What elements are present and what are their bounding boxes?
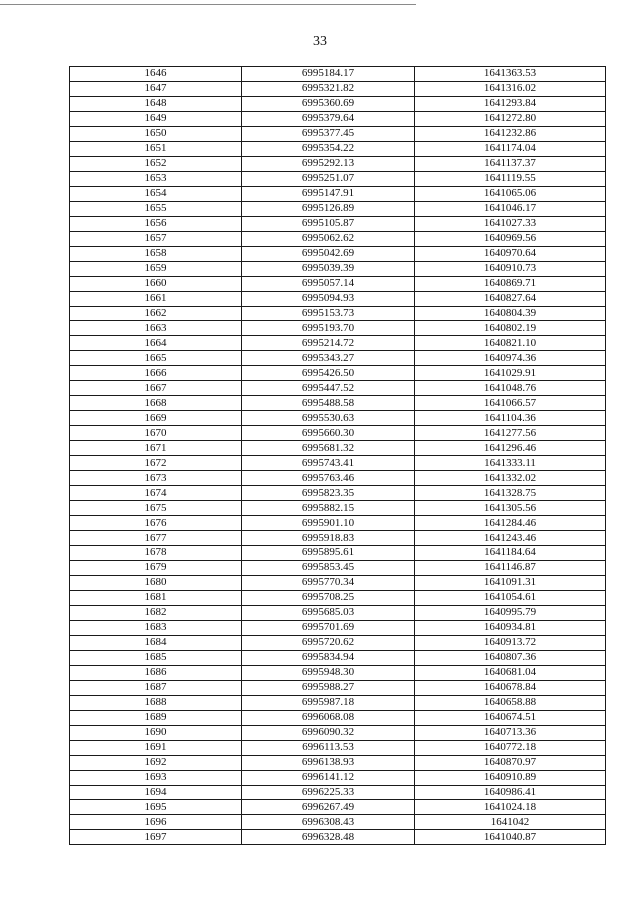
y-coordinate-cell: 1641184.64 <box>415 546 606 561</box>
y-coordinate-cell: 1640910.73 <box>415 261 606 276</box>
y-coordinate-cell: 1640802.19 <box>415 321 606 336</box>
top-rule <box>0 4 416 5</box>
point-number-cell: 1671 <box>70 441 242 456</box>
point-number-cell: 1656 <box>70 216 242 231</box>
point-number-cell: 1649 <box>70 111 242 126</box>
x-coordinate-cell: 6995042.69 <box>242 246 415 261</box>
x-coordinate-cell: 6995660.30 <box>242 426 415 441</box>
y-coordinate-cell: 1641119.55 <box>415 171 606 186</box>
x-coordinate-cell: 6996328.48 <box>242 830 415 845</box>
y-coordinate-cell: 1641146.87 <box>415 560 606 575</box>
y-coordinate-cell: 1640986.41 <box>415 785 606 800</box>
table-row <box>70 755 606 770</box>
point-number-cell: 1670 <box>70 426 242 441</box>
y-coordinate-cell: 1640827.64 <box>415 291 606 306</box>
x-coordinate-cell: 6995057.14 <box>242 276 415 291</box>
table-row <box>70 81 606 96</box>
table-row <box>70 201 606 216</box>
table-row <box>70 351 606 366</box>
table-row <box>70 620 606 635</box>
point-number-cell: 1673 <box>70 471 242 486</box>
point-number-cell: 1692 <box>70 755 242 770</box>
table-row <box>70 516 606 531</box>
table-row <box>70 605 606 620</box>
table-row <box>70 171 606 186</box>
point-number-cell: 1664 <box>70 336 242 351</box>
x-coordinate-cell: 6995853.45 <box>242 560 415 575</box>
x-coordinate-cell: 6995823.35 <box>242 486 415 501</box>
table-row <box>70 126 606 141</box>
table-row <box>70 785 606 800</box>
x-coordinate-cell: 6995488.58 <box>242 396 415 411</box>
point-number-cell: 1675 <box>70 501 242 516</box>
y-coordinate-cell: 1641363.53 <box>415 67 606 82</box>
point-number-cell: 1687 <box>70 680 242 695</box>
y-coordinate-cell: 1641272.80 <box>415 111 606 126</box>
table-row <box>70 770 606 785</box>
x-coordinate-cell: 6996138.93 <box>242 755 415 770</box>
table-row <box>70 695 606 710</box>
point-number-cell: 1661 <box>70 291 242 306</box>
table-row <box>70 186 606 201</box>
point-number-cell: 1662 <box>70 306 242 321</box>
point-number-cell: 1694 <box>70 785 242 800</box>
point-number-cell: 1683 <box>70 620 242 635</box>
y-coordinate-cell: 1641328.75 <box>415 486 606 501</box>
table-row <box>70 531 606 546</box>
y-coordinate-cell: 1640772.18 <box>415 740 606 755</box>
table-row <box>70 650 606 665</box>
table-row <box>70 291 606 306</box>
y-coordinate-cell: 1641284.46 <box>415 516 606 531</box>
x-coordinate-cell: 6995184.17 <box>242 67 415 82</box>
table-row <box>70 156 606 171</box>
x-coordinate-cell: 6995147.91 <box>242 186 415 201</box>
y-coordinate-cell: 1641305.56 <box>415 501 606 516</box>
y-coordinate-cell: 1641296.46 <box>415 441 606 456</box>
x-coordinate-cell: 6995720.62 <box>242 635 415 650</box>
table-row <box>70 740 606 755</box>
point-number-cell: 1682 <box>70 605 242 620</box>
y-coordinate-cell: 1640870.97 <box>415 755 606 770</box>
y-coordinate-cell: 1641332.02 <box>415 471 606 486</box>
point-number-cell: 1680 <box>70 575 242 590</box>
x-coordinate-cell: 6996090.32 <box>242 725 415 740</box>
y-coordinate-cell: 1640807.36 <box>415 650 606 665</box>
x-coordinate-cell: 6995743.41 <box>242 456 415 471</box>
y-coordinate-cell: 1641066.57 <box>415 396 606 411</box>
table-row <box>70 231 606 246</box>
table-row <box>70 590 606 605</box>
table-row <box>70 710 606 725</box>
table-row <box>70 800 606 815</box>
table-row <box>70 815 606 830</box>
y-coordinate-cell: 1640913.72 <box>415 635 606 650</box>
point-number-cell: 1657 <box>70 231 242 246</box>
y-coordinate-cell: 1641333.11 <box>415 456 606 471</box>
y-coordinate-cell: 1640869.71 <box>415 276 606 291</box>
table-row <box>70 306 606 321</box>
y-coordinate-cell: 1641277.56 <box>415 426 606 441</box>
y-coordinate-cell: 1640821.10 <box>415 336 606 351</box>
x-coordinate-cell: 6995193.70 <box>242 321 415 336</box>
table-row <box>70 441 606 456</box>
point-number-cell: 1693 <box>70 770 242 785</box>
x-coordinate-cell: 6995062.62 <box>242 231 415 246</box>
x-coordinate-cell: 6995214.72 <box>242 336 415 351</box>
table-row <box>70 471 606 486</box>
y-coordinate-cell: 1641046.17 <box>415 201 606 216</box>
x-coordinate-cell: 6995105.87 <box>242 216 415 231</box>
point-number-cell: 1677 <box>70 531 242 546</box>
point-number-cell: 1686 <box>70 665 242 680</box>
point-number-cell: 1663 <box>70 321 242 336</box>
table-row <box>70 321 606 336</box>
y-coordinate-cell: 1640674.51 <box>415 710 606 725</box>
table-row <box>70 830 606 845</box>
x-coordinate-cell: 6995126.89 <box>242 201 415 216</box>
x-coordinate-cell: 6995360.69 <box>242 96 415 111</box>
point-number-cell: 1669 <box>70 411 242 426</box>
y-coordinate-cell: 1640995.79 <box>415 605 606 620</box>
x-coordinate-cell: 6995292.13 <box>242 156 415 171</box>
y-coordinate-cell: 1640970.64 <box>415 246 606 261</box>
coordinates-table <box>69 66 606 845</box>
y-coordinate-cell: 1640969.56 <box>415 231 606 246</box>
point-number-cell: 1658 <box>70 246 242 261</box>
point-number-cell: 1668 <box>70 396 242 411</box>
point-number-cell: 1651 <box>70 141 242 156</box>
x-coordinate-cell: 6996113.53 <box>242 740 415 755</box>
table-row <box>70 725 606 740</box>
table-row <box>70 96 606 111</box>
y-coordinate-cell: 1641104.36 <box>415 411 606 426</box>
table-row <box>70 261 606 276</box>
point-number-cell: 1672 <box>70 456 242 471</box>
y-coordinate-cell: 1640804.39 <box>415 306 606 321</box>
y-coordinate-cell: 1640934.81 <box>415 620 606 635</box>
x-coordinate-cell: 6995918.83 <box>242 531 415 546</box>
y-coordinate-cell: 1641316.02 <box>415 81 606 96</box>
table-row <box>70 635 606 650</box>
x-coordinate-cell: 6995685.03 <box>242 605 415 620</box>
point-number-cell: 1679 <box>70 560 242 575</box>
point-number-cell: 1676 <box>70 516 242 531</box>
x-coordinate-cell: 6996308.43 <box>242 815 415 830</box>
point-number-cell: 1688 <box>70 695 242 710</box>
point-number-cell: 1646 <box>70 67 242 82</box>
table-row <box>70 501 606 516</box>
x-coordinate-cell: 6995901.10 <box>242 516 415 531</box>
table-row <box>70 546 606 561</box>
x-coordinate-cell: 6995377.45 <box>242 126 415 141</box>
point-number-cell: 1654 <box>70 186 242 201</box>
point-number-cell: 1697 <box>70 830 242 845</box>
point-number-cell: 1674 <box>70 486 242 501</box>
y-coordinate-cell: 1641091.31 <box>415 575 606 590</box>
y-coordinate-cell: 1641065.06 <box>415 186 606 201</box>
y-coordinate-cell: 1641029.91 <box>415 366 606 381</box>
x-coordinate-cell: 6995834.94 <box>242 650 415 665</box>
x-coordinate-cell: 6995153.73 <box>242 306 415 321</box>
table-row <box>70 216 606 231</box>
x-coordinate-cell: 6995251.07 <box>242 171 415 186</box>
y-coordinate-cell: 1641024.18 <box>415 800 606 815</box>
y-coordinate-cell: 1641137.37 <box>415 156 606 171</box>
y-coordinate-cell: 1641040.87 <box>415 830 606 845</box>
x-coordinate-cell: 6995948.30 <box>242 665 415 680</box>
point-number-cell: 1695 <box>70 800 242 815</box>
table-row <box>70 366 606 381</box>
coordinates-table-body <box>70 67 606 845</box>
point-number-cell: 1667 <box>70 381 242 396</box>
y-coordinate-cell: 1640678.84 <box>415 680 606 695</box>
table-row <box>70 67 606 82</box>
x-coordinate-cell: 6995681.32 <box>242 441 415 456</box>
x-coordinate-cell: 6995895.61 <box>242 546 415 561</box>
x-coordinate-cell: 6995447.52 <box>242 381 415 396</box>
point-number-cell: 1665 <box>70 351 242 366</box>
point-number-cell: 1681 <box>70 590 242 605</box>
point-number-cell: 1659 <box>70 261 242 276</box>
point-number-cell: 1647 <box>70 81 242 96</box>
x-coordinate-cell: 6995708.25 <box>242 590 415 605</box>
point-number-cell: 1652 <box>70 156 242 171</box>
table-row <box>70 246 606 261</box>
table-row <box>70 111 606 126</box>
table-row <box>70 426 606 441</box>
table-row <box>70 411 606 426</box>
x-coordinate-cell: 6995763.46 <box>242 471 415 486</box>
table-row <box>70 336 606 351</box>
x-coordinate-cell: 6995530.63 <box>242 411 415 426</box>
y-coordinate-cell: 1641243.46 <box>415 531 606 546</box>
table-row <box>70 141 606 156</box>
y-coordinate-cell: 1640910.89 <box>415 770 606 785</box>
point-number-cell: 1660 <box>70 276 242 291</box>
y-coordinate-cell: 1640658.88 <box>415 695 606 710</box>
table-row <box>70 560 606 575</box>
x-coordinate-cell: 6995321.82 <box>242 81 415 96</box>
y-coordinate-cell: 1641293.84 <box>415 96 606 111</box>
point-number-cell: 1689 <box>70 710 242 725</box>
point-number-cell: 1696 <box>70 815 242 830</box>
point-number-cell: 1691 <box>70 740 242 755</box>
point-number-cell: 1648 <box>70 96 242 111</box>
x-coordinate-cell: 6995354.22 <box>242 141 415 156</box>
table-row <box>70 276 606 291</box>
y-coordinate-cell: 1641027.33 <box>415 216 606 231</box>
page-number: 33 <box>313 34 327 49</box>
x-coordinate-cell: 6995343.27 <box>242 351 415 366</box>
x-coordinate-cell: 6995426.50 <box>242 366 415 381</box>
table-row <box>70 575 606 590</box>
x-coordinate-cell: 6995882.15 <box>242 501 415 516</box>
table-row <box>70 665 606 680</box>
y-coordinate-cell: 1641232.86 <box>415 126 606 141</box>
point-number-cell: 1685 <box>70 650 242 665</box>
y-coordinate-cell: 1641048.76 <box>415 381 606 396</box>
point-number-cell: 1666 <box>70 366 242 381</box>
point-number-cell: 1690 <box>70 725 242 740</box>
point-number-cell: 1650 <box>70 126 242 141</box>
table-row <box>70 456 606 471</box>
point-number-cell: 1655 <box>70 201 242 216</box>
x-coordinate-cell: 6996141.12 <box>242 770 415 785</box>
y-coordinate-cell: 1641174.04 <box>415 141 606 156</box>
y-coordinate-cell: 1640713.36 <box>415 725 606 740</box>
y-coordinate-cell: 1640681.04 <box>415 665 606 680</box>
y-coordinate-cell: 1641042 <box>415 815 606 830</box>
x-coordinate-cell: 6996225.33 <box>242 785 415 800</box>
x-coordinate-cell: 6996068.08 <box>242 710 415 725</box>
x-coordinate-cell: 6995987.18 <box>242 695 415 710</box>
y-coordinate-cell: 1641054.61 <box>415 590 606 605</box>
table-row <box>70 381 606 396</box>
point-number-cell: 1678 <box>70 546 242 561</box>
x-coordinate-cell: 6995988.27 <box>242 680 415 695</box>
table-row <box>70 396 606 411</box>
x-coordinate-cell: 6996267.49 <box>242 800 415 815</box>
x-coordinate-cell: 6995770.34 <box>242 575 415 590</box>
y-coordinate-cell: 1640974.36 <box>415 351 606 366</box>
x-coordinate-cell: 6995094.93 <box>242 291 415 306</box>
x-coordinate-cell: 6995701.69 <box>242 620 415 635</box>
table-row <box>70 680 606 695</box>
table-row <box>70 486 606 501</box>
x-coordinate-cell: 6995039.39 <box>242 261 415 276</box>
x-coordinate-cell: 6995379.64 <box>242 111 415 126</box>
point-number-cell: 1684 <box>70 635 242 650</box>
point-number-cell: 1653 <box>70 171 242 186</box>
